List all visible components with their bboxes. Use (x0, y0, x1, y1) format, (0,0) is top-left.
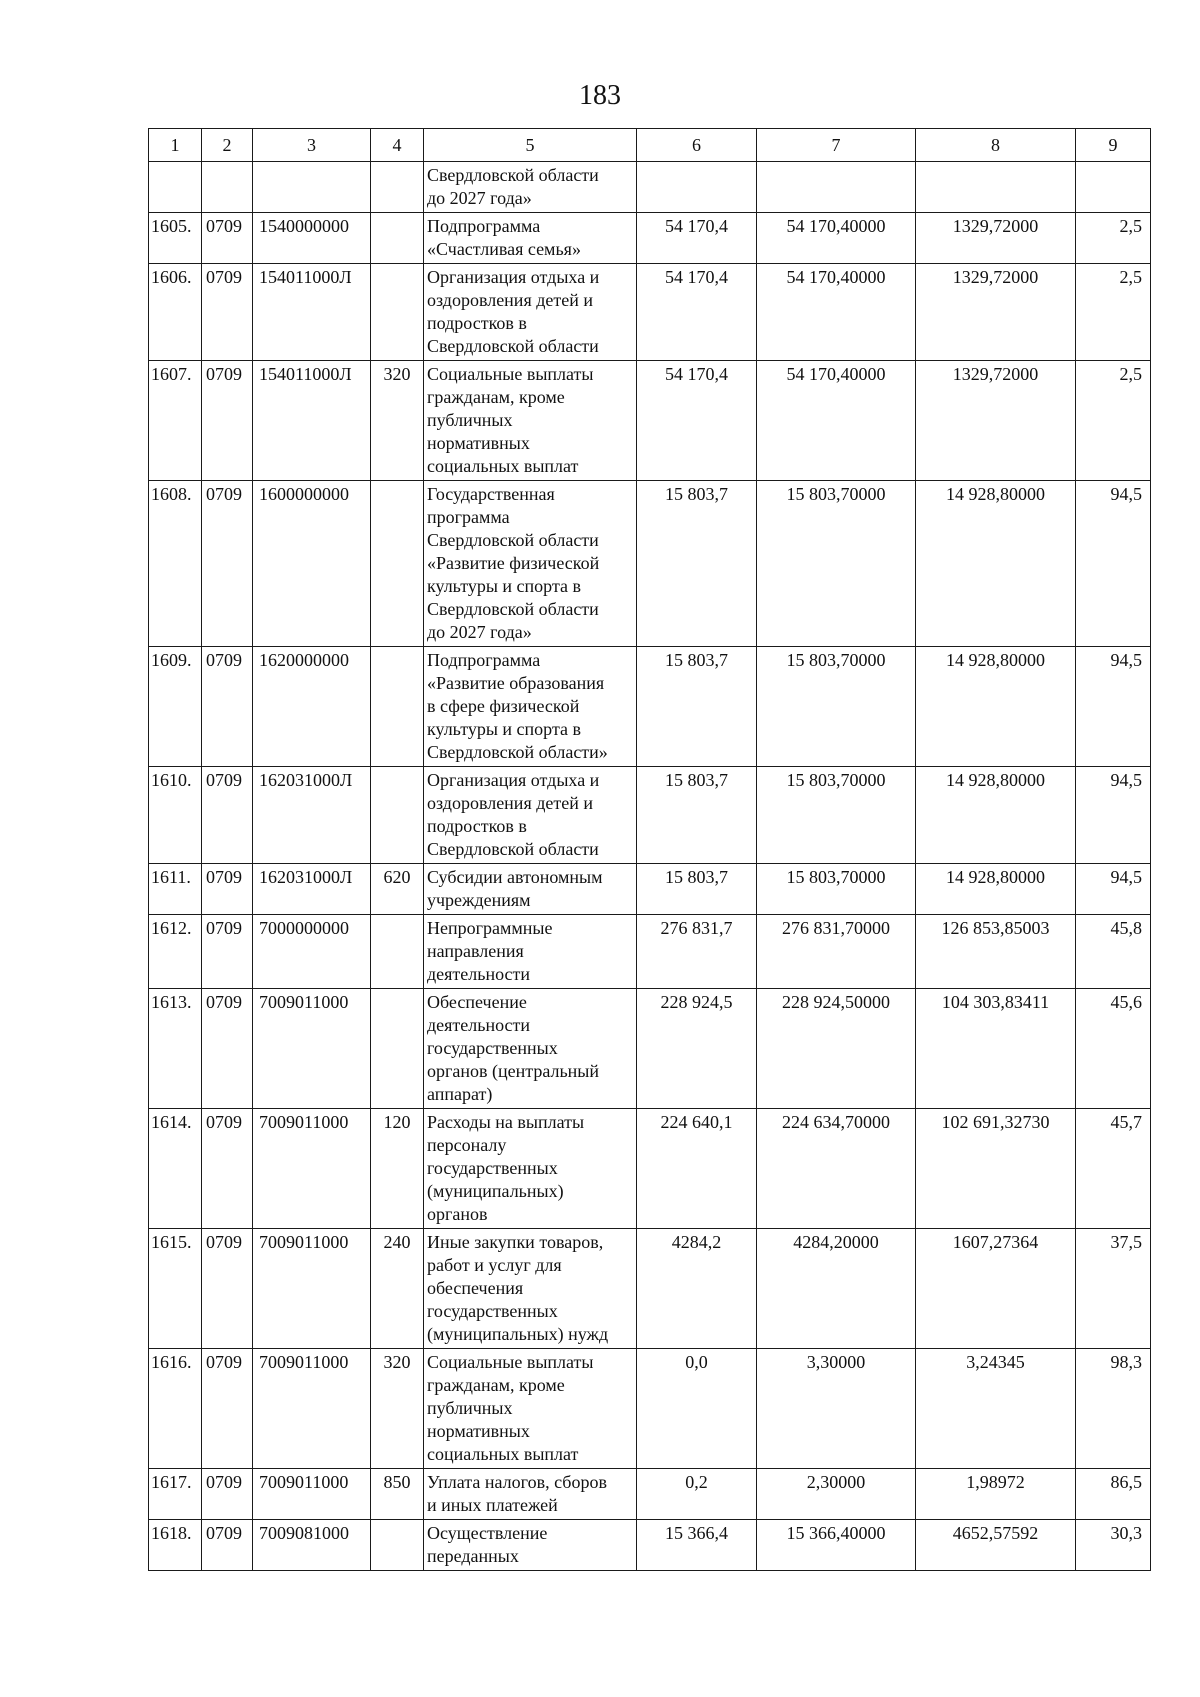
target-article-cell: 7000000000 (253, 915, 371, 989)
item-name-line: Свердловской области (427, 530, 599, 550)
section-code-cell: 0709 (202, 989, 253, 1109)
value-col9-cell: 94,5 (1076, 864, 1151, 915)
value-col7-cell: 4284,20000 (757, 1229, 916, 1349)
item-name-line: Осуществление (427, 1523, 548, 1543)
item-name-line: Свердловской области (427, 599, 599, 619)
value-col9-cell: 94,5 (1076, 481, 1151, 647)
value-col6-cell: 4284,2 (637, 1229, 757, 1349)
value-col7-cell: 54 170,40000 (757, 361, 916, 481)
value-col8-cell: 14 928,80000 (916, 481, 1076, 647)
value-col9-cell: 45,7 (1076, 1109, 1151, 1229)
expense-type-cell: 120 (371, 1109, 424, 1229)
item-name-line: гражданам, кроме (427, 1375, 565, 1395)
item-name-line: Социальные выплаты (427, 364, 594, 384)
section-code-cell: 0709 (202, 361, 253, 481)
item-name-cell (424, 1520, 637, 1571)
value-col7-cell: 54 170,40000 (757, 264, 916, 361)
target-article-cell: 1600000000 (253, 481, 371, 647)
value-col9-cell: 86,5 (1076, 1469, 1151, 1520)
value-col7-cell: 54 170,40000 (757, 213, 916, 264)
row-number-cell: 1615. (149, 1229, 202, 1349)
expense-type-cell: 320 (371, 1349, 424, 1469)
item-name-line: подростков в (427, 816, 527, 836)
item-name-line: Организация отдыха и (427, 267, 600, 287)
section-code-cell: 0709 (202, 1229, 253, 1349)
item-name-line: Субсидии автономным (427, 867, 603, 887)
item-name-line: Обеспечение (427, 992, 527, 1012)
item-name-line: до 2027 года» (427, 622, 532, 642)
row-number-cell: 1617. (149, 1469, 202, 1520)
row-number-cell: 1614. (149, 1109, 202, 1229)
item-name-cell (424, 1109, 637, 1229)
value-col6-cell: 224 640,1 (637, 1109, 757, 1229)
value-col8-cell: 14 928,80000 (916, 647, 1076, 767)
table-row (149, 481, 1151, 647)
section-code-cell: 0709 (202, 481, 253, 647)
value-col7-cell: 15 803,70000 (757, 864, 916, 915)
table-row (149, 162, 1151, 213)
target-article-cell (253, 162, 371, 213)
table-body (149, 129, 1151, 1571)
value-col6-cell: 276 831,7 (637, 915, 757, 989)
item-name-line: оздоровления детей и (427, 290, 593, 310)
value-col9-cell: 2,5 (1076, 361, 1151, 481)
item-name-line: государственных (427, 1301, 558, 1321)
item-name-cell (424, 1229, 637, 1349)
value-col6-cell: 54 170,4 (637, 213, 757, 264)
value-col6-cell: 54 170,4 (637, 264, 757, 361)
value-col7-cell: 2,30000 (757, 1469, 916, 1520)
item-name-cell (424, 361, 637, 481)
item-name-line: Организация отдыха и (427, 770, 600, 790)
table-row (149, 989, 1151, 1109)
item-name-line: (муниципальных) нужд (427, 1324, 609, 1344)
row-number-cell: 1611. (149, 864, 202, 915)
target-article-cell: 7009081000 (253, 1520, 371, 1571)
item-name-cell (424, 767, 637, 864)
table-row (149, 864, 1151, 915)
item-name-line: культуры и спорта в (427, 719, 582, 739)
row-number-cell: 1605. (149, 213, 202, 264)
target-article-cell: 7009011000 (253, 1469, 371, 1520)
section-code-cell: 0709 (202, 767, 253, 864)
value-col8-cell: 1,98972 (916, 1469, 1076, 1520)
item-name-line: деятельности (427, 964, 531, 984)
header-cell-9: 9 (1076, 129, 1151, 162)
item-name-line: подростков в (427, 313, 527, 333)
item-name-line: в сфере физической (427, 696, 580, 716)
section-code-cell: 0709 (202, 1469, 253, 1520)
item-name-line: «Развитие физической (427, 553, 600, 573)
table-row (149, 915, 1151, 989)
item-name-line: деятельности (427, 1015, 531, 1035)
value-col9-cell: 37,5 (1076, 1229, 1151, 1349)
item-name-line: и иных платежей (427, 1495, 558, 1515)
value-col8-cell: 4652,57592 (916, 1520, 1076, 1571)
item-name-line: оздоровления детей и (427, 793, 593, 813)
target-article-cell: 7009011000 (253, 989, 371, 1109)
value-col8-cell: 1329,72000 (916, 213, 1076, 264)
value-col8-cell: 14 928,80000 (916, 767, 1076, 864)
item-name-line: Подпрограмма (427, 216, 541, 236)
header-cell-1: 1 (149, 129, 202, 162)
item-name-line: социальных выплат (427, 1444, 579, 1464)
header-cell-5: 5 (424, 129, 637, 162)
section-code-cell: 0709 (202, 264, 253, 361)
section-code-cell: 0709 (202, 1520, 253, 1571)
item-name-line: «Счастливая семья» (427, 239, 581, 259)
section-code-cell: 0709 (202, 213, 253, 264)
value-col9-cell (1076, 162, 1151, 213)
item-name-line: Свердловской области» (427, 742, 608, 762)
value-col8-cell: 14 928,80000 (916, 864, 1076, 915)
table-row (149, 1520, 1151, 1571)
item-name-line: публичных (427, 1398, 513, 1418)
value-col9-cell: 30,3 (1076, 1520, 1151, 1571)
item-name-line: органов (центральный (427, 1061, 600, 1081)
row-number-cell: 1606. (149, 264, 202, 361)
value-col6-cell: 0,0 (637, 1349, 757, 1469)
item-name-line: «Развитие образования (427, 673, 605, 693)
item-name-line: до 2027 года» (427, 188, 532, 208)
value-col8-cell: 104 303,83411 (916, 989, 1076, 1109)
value-col6-cell (637, 162, 757, 213)
target-article-cell: 1540000000 (253, 213, 371, 264)
item-name-cell (424, 213, 637, 264)
row-number-cell: 1618. (149, 1520, 202, 1571)
expense-type-cell: 620 (371, 864, 424, 915)
target-article-cell: 7009011000 (253, 1349, 371, 1469)
value-col8-cell (916, 162, 1076, 213)
item-name-line: Социальные выплаты (427, 1352, 594, 1372)
item-name-cell (424, 864, 637, 915)
value-col9-cell: 2,5 (1076, 213, 1151, 264)
value-col8-cell: 102 691,32730 (916, 1109, 1076, 1229)
table-row (149, 264, 1151, 361)
value-col7-cell: 276 831,70000 (757, 915, 916, 989)
value-col6-cell: 15 803,7 (637, 647, 757, 767)
budget-table (148, 128, 1151, 1571)
value-col7-cell: 228 924,50000 (757, 989, 916, 1109)
target-article-cell: 154011000Л (253, 264, 371, 361)
target-article-cell: 162031000Л (253, 864, 371, 915)
header-cell-6: 6 (637, 129, 757, 162)
value-col9-cell: 98,3 (1076, 1349, 1151, 1469)
item-name-line: программа (427, 507, 510, 527)
table-row (149, 647, 1151, 767)
table-row (149, 767, 1151, 864)
value-col9-cell: 2,5 (1076, 264, 1151, 361)
value-col9-cell: 94,5 (1076, 647, 1151, 767)
item-name-line: нормативных (427, 1421, 530, 1441)
expense-type-cell: 320 (371, 361, 424, 481)
value-col6-cell: 15 803,7 (637, 481, 757, 647)
section-code-cell: 0709 (202, 647, 253, 767)
item-name-line: государственных (427, 1038, 558, 1058)
target-article-cell: 7009011000 (253, 1109, 371, 1229)
table-row (149, 1229, 1151, 1349)
section-code-cell: 0709 (202, 864, 253, 915)
item-name-line: направления (427, 941, 524, 961)
item-name-line: Подпрограмма (427, 650, 541, 670)
expense-type-cell (371, 162, 424, 213)
value-col7-cell: 15 803,70000 (757, 481, 916, 647)
value-col6-cell: 15 803,7 (637, 767, 757, 864)
expense-type-cell: 850 (371, 1469, 424, 1520)
value-col7-cell: 3,30000 (757, 1349, 916, 1469)
value-col6-cell: 15 366,4 (637, 1520, 757, 1571)
header-cell-2: 2 (202, 129, 253, 162)
item-name-line: (муниципальных) (427, 1181, 564, 1201)
item-name-line: Свердловской области (427, 336, 599, 356)
section-code-cell: 0709 (202, 915, 253, 989)
value-col7-cell: 15 803,70000 (757, 647, 916, 767)
table-row (149, 1349, 1151, 1469)
value-col8-cell: 1329,72000 (916, 264, 1076, 361)
value-col8-cell: 126 853,85003 (916, 915, 1076, 989)
item-name-line: Непрограммные (427, 918, 553, 938)
section-code-cell: 0709 (202, 1349, 253, 1469)
item-name-line: культуры и спорта в (427, 576, 582, 596)
item-name-line: обеспечения (427, 1278, 524, 1298)
item-name-line: Иные закупки товаров, (427, 1232, 604, 1252)
expense-type-cell (371, 213, 424, 264)
item-name-line: аппарат) (427, 1084, 493, 1104)
value-col6-cell: 0,2 (637, 1469, 757, 1520)
target-article-cell: 1620000000 (253, 647, 371, 767)
expense-type-cell (371, 915, 424, 989)
item-name-cell (424, 1349, 637, 1469)
value-col6-cell: 228 924,5 (637, 989, 757, 1109)
expense-type-cell: 240 (371, 1229, 424, 1349)
header-cell-3: 3 (253, 129, 371, 162)
value-col7-cell: 15 366,40000 (757, 1520, 916, 1571)
table-row (149, 1109, 1151, 1229)
target-article-cell: 162031000Л (253, 767, 371, 864)
expense-type-cell (371, 767, 424, 864)
value-col9-cell: 94,5 (1076, 767, 1151, 864)
row-number-cell: 1609. (149, 647, 202, 767)
value-col7-cell (757, 162, 916, 213)
row-number-cell (149, 162, 202, 213)
item-name-line: Свердловской области (427, 839, 599, 859)
item-name-line: публичных (427, 410, 513, 430)
item-name-cell (424, 162, 637, 213)
item-name-line: Расходы на выплаты (427, 1112, 585, 1132)
value-col8-cell: 3,24345 (916, 1349, 1076, 1469)
item-name-line: персоналу (427, 1135, 507, 1155)
item-name-cell (424, 481, 637, 647)
target-article-cell: 154011000Л (253, 361, 371, 481)
value-col9-cell: 45,6 (1076, 989, 1151, 1109)
value-col8-cell: 1329,72000 (916, 361, 1076, 481)
section-code-cell: 0709 (202, 1109, 253, 1229)
expense-type-cell (371, 481, 424, 647)
item-name-line: социальных выплат (427, 456, 579, 476)
item-name-line: органов (427, 1204, 488, 1224)
row-number-cell: 1608. (149, 481, 202, 647)
table-row (149, 1469, 1151, 1520)
section-code-cell (202, 162, 253, 213)
row-number-cell: 1612. (149, 915, 202, 989)
value-col6-cell: 54 170,4 (637, 361, 757, 481)
table-row (149, 213, 1151, 264)
item-name-line: Государственная (427, 484, 555, 504)
value-col7-cell: 224 634,70000 (757, 1109, 916, 1229)
header-cell-4: 4 (371, 129, 424, 162)
value-col8-cell: 1607,27364 (916, 1229, 1076, 1349)
target-article-cell: 7009011000 (253, 1229, 371, 1349)
item-name-line: учреждениям (427, 890, 531, 910)
page-number: 183 (579, 80, 621, 111)
row-number-cell: 1616. (149, 1349, 202, 1469)
item-name-line: гражданам, кроме (427, 387, 565, 407)
row-number-cell: 1610. (149, 767, 202, 864)
header-cell-7: 7 (757, 129, 916, 162)
value-col6-cell: 15 803,7 (637, 864, 757, 915)
expense-type-cell (371, 989, 424, 1109)
item-name-line: государственных (427, 1158, 558, 1178)
expense-type-cell (371, 647, 424, 767)
table-row (149, 361, 1151, 481)
item-name-line: Уплата налогов, сборов (427, 1472, 607, 1492)
item-name-line: Свердловской области (427, 165, 599, 185)
value-col7-cell: 15 803,70000 (757, 767, 916, 864)
header-row (149, 129, 1151, 162)
value-col9-cell: 45,8 (1076, 915, 1151, 989)
expense-type-cell (371, 1520, 424, 1571)
item-name-cell (424, 915, 637, 989)
item-name-cell (424, 1469, 637, 1520)
row-number-cell: 1613. (149, 989, 202, 1109)
item-name-cell (424, 264, 637, 361)
header-cell-8: 8 (916, 129, 1076, 162)
item-name-cell (424, 647, 637, 767)
item-name-cell (424, 989, 637, 1109)
expense-type-cell (371, 264, 424, 361)
item-name-line: работ и услуг для (427, 1255, 562, 1275)
item-name-line: нормативных (427, 433, 530, 453)
row-number-cell: 1607. (149, 361, 202, 481)
item-name-line: переданных (427, 1546, 519, 1566)
